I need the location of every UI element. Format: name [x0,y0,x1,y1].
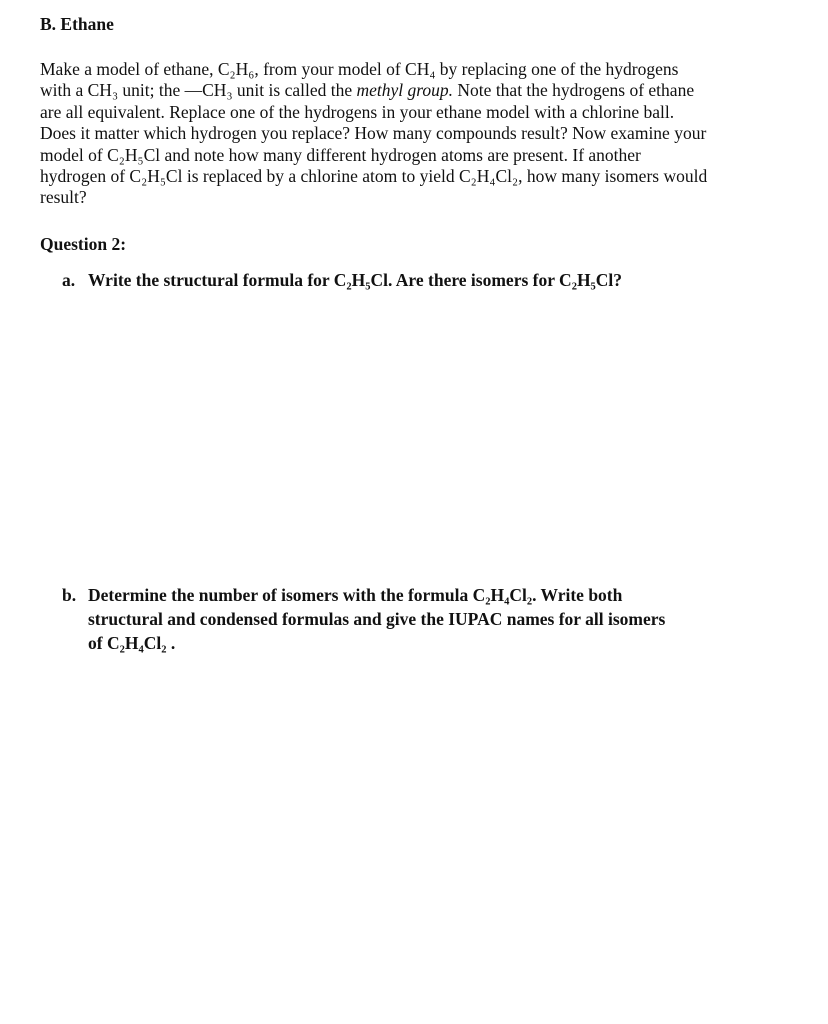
intro-line: Does it matter which hydrogen you replace? How many compounds result? Now examine your [40,123,707,144]
question-heading: Question 2: [40,234,127,254]
intro-line [40,80,760,101]
item-line: of C₂H₄Cl₂ . [88,633,176,653]
item-line: Determine the number of isomers with the formula C₂H₄Cl₂. Write both [88,585,623,605]
item-text [88,583,665,655]
intro-line: model of C₂H₅Cl and note how many different hydrogen atoms are present. If another [40,144,641,165]
item-line: structural and condensed formulas and give the IUPAC names for all isomers [88,609,666,629]
intro-line: result? [40,187,87,208]
item-text [88,268,622,292]
intro-paragraph [40,59,760,209]
intro-line: hydrogen of C₂H₅Cl is replaced by a chlorine atom to yield C₂H₄Cl₂, how many isomers would [40,166,708,187]
intro-line: are all equivalent. Replace one of the hydrogens in your ethane model with a chlorine ball. [40,101,675,122]
intro-line-text: with a CH₃ unit; the —CH₃ unit is called the [40,80,357,101]
intro-line: Make a model of ethane, C₂H₆, from your model of CH₄ by replacing one of the hydrogens [40,59,679,79]
section-heading: B. Ethane [40,14,114,34]
methyl-group-term: methyl group. [356,80,454,101]
intro-line-text: Note that the hydrogens of ethane [453,80,695,101]
item-marker: a. [62,270,76,290]
item-marker: b. [62,585,77,605]
item-line: Write the structural formula for C₂H₅Cl. Are there isomers for C₂H₅Cl? [88,270,623,290]
